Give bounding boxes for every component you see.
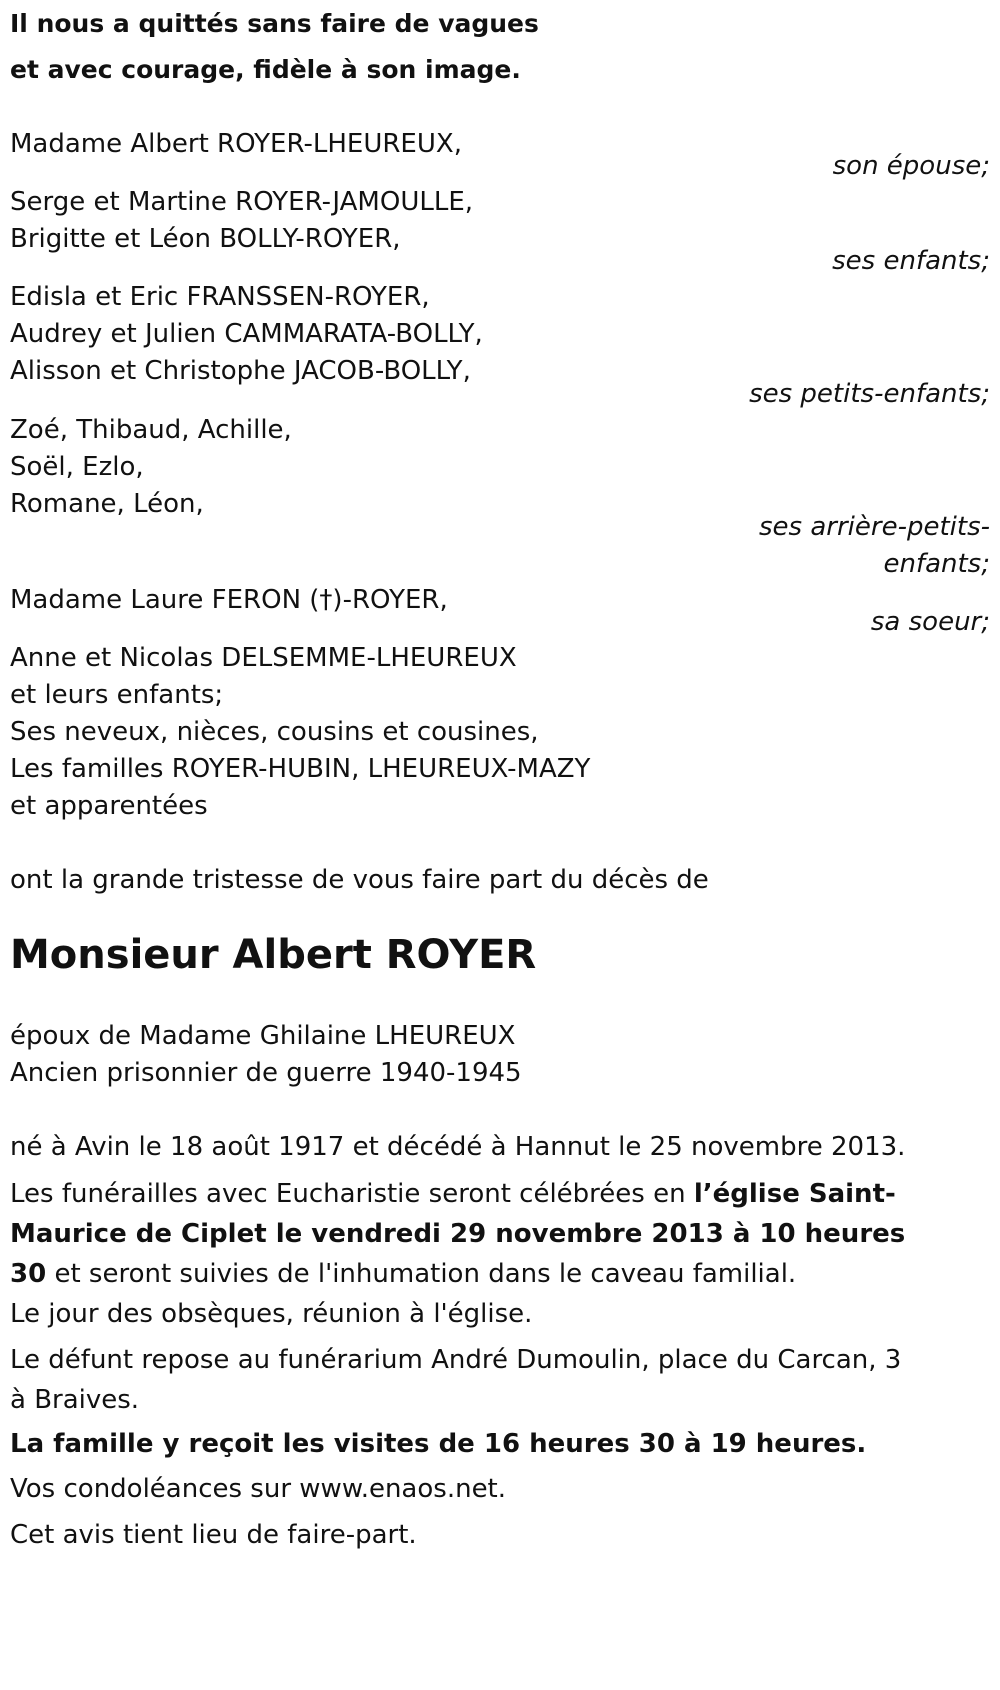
family-great-grandchild-2: Soël, Ezlo,: [10, 452, 144, 482]
family-other-2: et leurs enfants;: [10, 680, 224, 710]
relation-sister: sa soeur;: [870, 607, 990, 637]
reunion: Le jour des obsèques, réunion à l'église.: [10, 1299, 533, 1329]
visits: La famille y reçoit les visites de 16 heures 30 à 19 heures.: [10, 1429, 867, 1459]
family-grandchild-2: Audrey et Julien CAMMARATA-BOLLY,: [10, 319, 483, 349]
funeral-text-end: et seront suivies de l'inhumation dans le caveau familial.: [46, 1259, 797, 1289]
family-child-2: Brigitte et Léon BOLLY-ROYER,: [10, 224, 401, 254]
funeral-paragraph: [10, 1174, 910, 1294]
family-grandchild-1: Edisla et Eric FRANSSEN-ROYER,: [10, 282, 430, 312]
funeral-location-time: l’église Saint-Maurice de Ciplet le vendredi 29 novembre 2013 à 10 heures 30: [10, 1179, 906, 1289]
family-grandchild-3: Alisson et Christophe JACOB-BOLLY,: [10, 356, 471, 386]
family-child-1: Serge et Martine ROYER-JAMOULLE,: [10, 187, 474, 217]
announcement: ont la grande tristesse de vous faire part du décès de: [10, 865, 709, 895]
relation-great-grandchildren-1: ses arrière-petits-: [759, 512, 990, 542]
condolences: Vos condoléances sur www.enaos.net.: [10, 1474, 507, 1504]
family-other-4: Les familles ROYER-HUBIN, LHEUREUX-MAZY: [10, 754, 591, 784]
family-great-grandchild-3: Romane, Léon,: [10, 489, 204, 519]
repose: Le défunt repose au funérarium André Dumoulin, place du Carcan, 3 à Braives.: [10, 1345, 902, 1415]
relation-children: ses enfants;: [832, 246, 990, 276]
family-other-5: et apparentées: [10, 791, 208, 821]
family-other-3: Ses neveux, nièces, cousins et cousines,: [10, 717, 539, 747]
deceased-title: Ancien prisonnier de guerre 1940-1945: [10, 1058, 522, 1088]
deceased-name: Monsieur Albert ROYER: [10, 932, 537, 978]
birth-death: né à Avin le 18 août 1917 et décédé à Hannut le 25 novembre 2013.: [10, 1132, 906, 1162]
relation-wife: son épouse;: [832, 151, 990, 181]
notice: Cet avis tient lieu de faire-part.: [10, 1520, 417, 1550]
family-other-1: Anne et Nicolas DELSEMME-LHEUREUX: [10, 643, 517, 673]
relation-great-grandchildren-2: enfants;: [883, 549, 990, 579]
family-wife: Madame Albert ROYER-LHEUREUX,: [10, 129, 462, 159]
family-sister: Madame Laure FERON (†)-ROYER,: [10, 585, 448, 615]
deceased-spouse: époux de Madame Ghilaine LHEUREUX: [10, 1021, 516, 1051]
relation-grandchildren: ses petits-enfants;: [749, 379, 990, 409]
intro-line-1: Il nous a quittés sans faire de vagues: [10, 9, 539, 38]
funeral-text-start: Les funérailles avec Eucharistie seront célébrées en: [10, 1179, 694, 1209]
family-great-grandchild-1: Zoé, Thibaud, Achille,: [10, 415, 292, 445]
intro-line-2: et avec courage, fidèle à son image.: [10, 55, 521, 84]
